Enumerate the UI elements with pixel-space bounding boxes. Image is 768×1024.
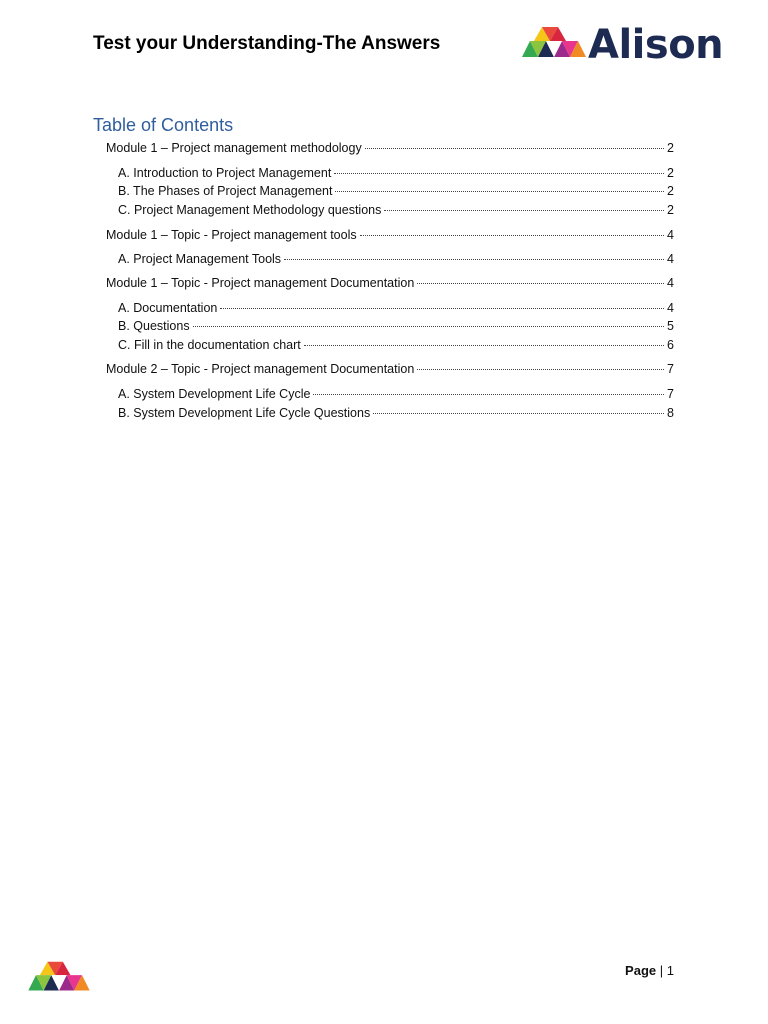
toc-entry-page: 4: [667, 228, 674, 242]
toc-leader: [373, 413, 664, 414]
toc-entry-page: 2: [667, 141, 674, 155]
toc-entry-label: Module 2 – Topic - Project management Documentation: [106, 362, 415, 376]
toc-entry-page: 8: [667, 406, 674, 420]
toc-entry[interactable]: [118, 337, 674, 353]
alison-footer-logo-icon: [25, 956, 93, 1002]
page-number-label: Page: [625, 963, 657, 978]
toc-leader: [417, 283, 664, 284]
toc-entry-page: 4: [667, 301, 674, 315]
toc-entry-page: 4: [667, 276, 674, 290]
toc-leader: [313, 394, 664, 395]
toc-entry[interactable]: [118, 386, 674, 402]
toc-entry[interactable]: [118, 300, 674, 316]
toc-leader: [417, 369, 664, 370]
toc-leader: [360, 235, 664, 236]
toc-leader: [304, 345, 664, 346]
toc-entry-page: 7: [667, 362, 674, 376]
toc-leader: [284, 259, 664, 260]
toc-entry-label: A. Project Management Tools: [118, 252, 282, 266]
toc-entry[interactable]: [106, 275, 674, 291]
toc-entry-page: 5: [667, 319, 674, 333]
toc-entry-page: 7: [667, 387, 674, 401]
toc-heading: Table of Contents: [93, 115, 234, 135]
toc-entry[interactable]: [106, 361, 674, 377]
toc-entry-label: Module 1 – Topic - Project management Documentation: [106, 276, 415, 290]
toc-entry-page: 2: [667, 203, 674, 217]
toc-leader: [335, 191, 664, 192]
toc-entry[interactable]: [106, 227, 674, 243]
page-number-value: 1: [666, 963, 674, 978]
page-number: [625, 963, 674, 978]
toc-entry[interactable]: [118, 318, 674, 334]
toc-entry-label: A. System Development Life Cycle: [118, 387, 311, 401]
toc-entry[interactable]: [118, 183, 674, 199]
toc-entry-page: 6: [667, 338, 674, 352]
toc-leader: [365, 148, 664, 149]
toc-entry-label: A. Introduction to Project Management: [118, 166, 332, 180]
toc-entry-page: 2: [667, 184, 674, 198]
toc-entry-label: B. The Phases of Project Management: [118, 184, 333, 198]
alison-logo-icon: [520, 21, 588, 69]
toc-entry-label: C. Project Management Methodology questions: [118, 203, 382, 217]
toc-entry-label: C. Fill in the documentation chart: [118, 338, 301, 352]
toc-entry[interactable]: [118, 165, 674, 181]
toc-entry[interactable]: [118, 405, 674, 421]
toc-entry[interactable]: [118, 202, 674, 218]
toc-entry-page: 2: [667, 166, 674, 180]
alison-brand: [520, 20, 723, 70]
toc-entry-label: A. Documentation: [118, 301, 218, 315]
toc-entry[interactable]: [106, 140, 674, 156]
toc-entry-label: B. Questions: [118, 319, 190, 333]
toc-entry-label: Module 1 – Topic - Project management tools: [106, 228, 357, 242]
toc-leader: [193, 326, 664, 327]
toc-entry-label: B. System Development Life Cycle Questions: [118, 406, 371, 420]
toc-entry[interactable]: [118, 251, 674, 267]
toc-leader: [334, 173, 664, 174]
document-title: Test your Understanding-The Answers: [93, 33, 441, 54]
toc-leader: [384, 210, 664, 211]
brand-wordmark: Alison: [588, 22, 724, 68]
toc-entry-label: Module 1 – Project management methodology: [106, 141, 362, 155]
toc-leader: [220, 308, 664, 309]
page-number-separator: |: [659, 963, 664, 978]
toc-entry-page: 4: [667, 252, 674, 266]
